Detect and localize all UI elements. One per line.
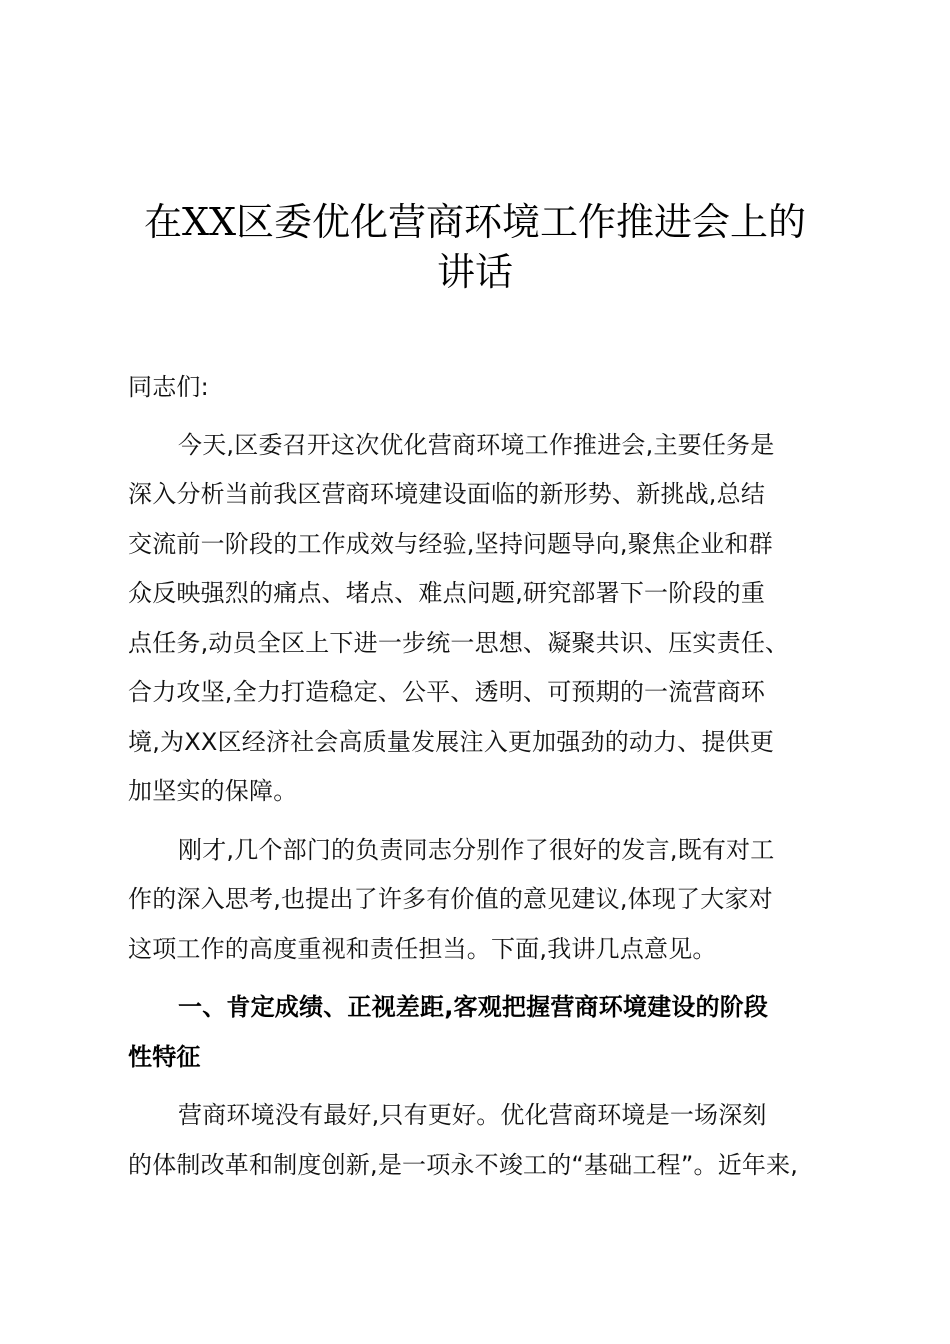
paragraph-1-line-7: 境,为XX区经济社会高质量发展注入更加强劲的动力、提供更 [128, 728, 775, 756]
paragraph-1-line-6: 合力攻坚,全力打造稳定、公平、透明、可预期的一流营商环 [128, 678, 766, 706]
paragraph-1-line-3: 交流前一阶段的工作成效与经验,坚持问题导向,聚焦企业和群 [128, 530, 773, 558]
paragraph-3-line-2: 的体制改革和制度创新,是一项永不竣工的“基础工程”。近年来, [128, 1151, 799, 1179]
paragraph-2-line-1: 刚才,几个部门的负责同志分别作了很好的发言,既有对工 [178, 836, 775, 864]
section-heading-1-line-1: 一、肯定成绩、正视差距,客观把握营商环境建设的阶段 [178, 993, 769, 1021]
paragraph-2-line-2: 作的深入思考,也提出了许多有价值的意见建议,体现了大家对 [128, 885, 773, 913]
document-title-line-2: 讲话 [436, 250, 513, 294]
paragraph-1-line-4: 众反映强烈的痛点、堵点、难点问题,研究部署下一阶段的重 [128, 579, 766, 607]
section-heading-1-line-2: 性特征 [128, 1043, 201, 1071]
salutation: 同志们: [128, 373, 209, 401]
paragraph-3-line-1: 营商环境没有最好,只有更好。优化营商环境是一场深刻 [178, 1101, 767, 1129]
paragraph-1-line-5: 点任务,动员全区上下进一步统一思想、凝聚共识、压实责任、 [128, 629, 790, 657]
paragraph-1-line-2: 深入分析当前我区营商环境建设面临的新形势、新挑战,总结 [128, 480, 766, 508]
paragraph-2-line-3: 这项工作的高度重视和责任担当。下面,我讲几点意见。 [128, 935, 717, 963]
document-title-line-1: 在XX区委优化营商环境工作推进会上的 [143, 200, 807, 244]
paragraph-1-line-1: 今天,区委召开这次优化营商环境工作推进会,主要任务是 [178, 431, 775, 459]
paragraph-1-line-8: 加坚实的保障。 [128, 777, 298, 805]
